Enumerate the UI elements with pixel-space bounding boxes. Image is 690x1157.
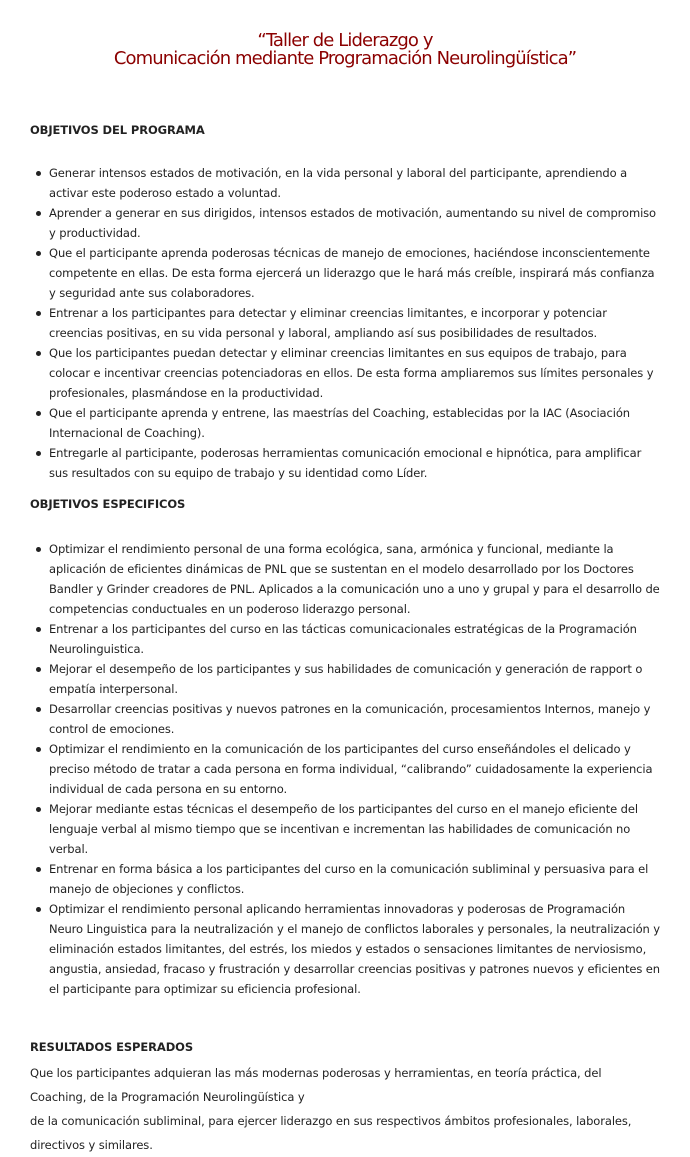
list-item: Optimizar el rendimiento personal de una forma ecológica, sana, armónica y funcional, mediante la aplicación de eficientes dinámicas de PNL que se sustentan en el modelo desarrollado por los Doctores Bandler y Grinder creadores de PNL. Aplicados a la comunicación uno a uno y grupal y para el desarrollo de competencias conductuales en un poderoso liderazgo personal. [30, 539, 660, 619]
list-item: Que los participantes puedan detectar y eliminar creencias limitantes en sus equipos de trabajo, para colocar e incentivar creencias potenciadoras en ellos. De esta forma ampliaremos sus límites personales y profesionales, plasmándose en la productividad. [30, 343, 660, 403]
resultados-line-2: de la comunicación subliminal, para ejercer liderazgo en sus respectivos ámbitos profesionales, laborales, directivos y similares. [30, 1114, 632, 1152]
title-line-2: Comunicación mediante Programación Neurolingüística” [113, 48, 577, 69]
list-item: Generar intensos estados de motivación, en la vida personal y laboral del participante, aprendiendo a activar este poderoso estado a voluntad. [30, 163, 660, 203]
list-item: Desarrollar creencias positivas y nuevos patrones en la comunicación, procesamientos Internos, manejo y control de emociones. [30, 699, 660, 739]
list-item: Aprender a generar en sus dirigidos, intensos estados de motivación, aumentando su nivel de compromiso y productividad. [30, 203, 660, 243]
document-body [30, 122, 660, 1157]
list-item: Entrenar a los participantes del curso en las tácticas comunicacionales estratégicas de la Programación Neurolinguistica. [30, 619, 660, 659]
list-item: Entregarle al participante, poderosas herramientas comunicación emocional e hipnótica, para amplificar sus resultados con su equipo de trabajo y su identidad como Líder. [30, 443, 660, 483]
title-line-1: “Taller de Liderazgo y [257, 30, 433, 51]
list-item: Mejorar el desempeño de los participantes y sus habilidades de comunicación y generación de rapport o empatía interpersonal. [30, 659, 660, 699]
resultados-paragraph [30, 1061, 660, 1157]
list-item: Que el participante aprenda y entrene, las maestrías del Coaching, establecidas por la IAC (Asociación Internacional de Coaching). [30, 403, 660, 443]
list-item: Optimizar el rendimiento en la comunicación de los participantes del curso enseñándoles el delicado y preciso método de tratar a cada persona en forma individual, “calibrando” cuidadosamente la experiencia individual de cada persona en su entorno. [30, 739, 660, 799]
objetivos-especificos-list [30, 539, 660, 999]
section-heading-objetivos-programa: OBJETIVOS DEL PROGRAMA [30, 123, 205, 137]
resultados-line-1: Que los participantes adquieran las más modernas poderosas y herramientas, en teoría práctica, del Coaching, de la Programación Neurolingüística y [30, 1066, 602, 1104]
section-heading-resultados-esperados: RESULTADOS ESPERADOS [30, 1040, 193, 1054]
section-heading-objetivos-especificos: OBJETIVOS ESPECIFICOS [30, 497, 186, 511]
objetivos-programa-list [30, 163, 660, 483]
list-item: Entrenar en forma básica a los participantes del curso en la comunicación subliminal y persuasiva para el manejo de objeciones y conflictos. [30, 859, 660, 899]
document-title [0, 32, 690, 68]
list-item: Mejorar mediante estas técnicas el desempeño de los participantes del curso en el manejo eficiente del lenguaje verbal al mismo tiempo que se incentivan e incrementan las habilidades de comunicación no verbal. [30, 799, 660, 859]
list-item: Que el participante aprenda poderosas técnicas de manejo de emociones, haciéndose inconscientemente competente en ellas. De esta forma ejercerá un liderazgo que le hará más creíble, inspirará más confianza y seguridad ante sus colaboradores. [30, 243, 660, 303]
list-item: Entrenar a los participantes para detectar y eliminar creencias limitantes, e incorporar y potenciar creencias positivas, en su vida personal y laboral, ampliando así sus posibilidades de resultados. [30, 303, 660, 343]
list-item: Optimizar el rendimiento personal aplicando herramientas innovadoras y poderosas de Programación Neuro Linguistica para la neutralización y el manejo de conflictos laborales y personales, la neutralización y eliminación estados limitantes, del estrés, los miedos y estados o sensaciones limitantes de nerviosismo, angustia, ansiedad, fracaso y frustración y desarrollar creencias positivas y patrones nuevos y eficientes en el participante para optimizar su eficiencia profesional. [30, 899, 660, 999]
